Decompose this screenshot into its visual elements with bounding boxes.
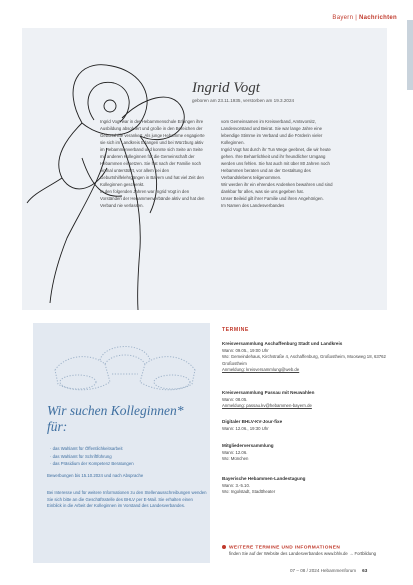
list-item: · das Wahlamt für Schriftführung — [50, 453, 205, 461]
job-ad-deadline: Bewerbungen bis 15.10.2024 und nach Absprache — [47, 473, 144, 478]
event-when: Wann: 3.-5.10. — [222, 482, 251, 488]
event-title: Bayerische Hebammen-Landestagung — [222, 476, 306, 481]
event-title: Digitaler BHLV-KV-Jour-fixe — [222, 419, 283, 424]
event-registration-link[interactable]: Anmeldung: passau.kv@hebammen-bayern.de — [222, 403, 312, 409]
paragraph: vom Gemeinsamen im Kreisverband, Amtsvorsitz, Landesvorstand und Beirat. Sie war lange Jahre eine lebendige Stimme im Verband und die Förderin vieler Kolleginnen. — [221, 119, 323, 145]
issue-label: 07 – 08 / 2024 Hebammenforum — [290, 568, 357, 573]
event-item — [222, 419, 392, 432]
job-ad-application-text: Bei Interesse und für weitere Informationen zu den Stellenausschreibungen wenden Sie sich bitte an die Geschäftsstelle des BHLV per E-Mail. Sie erhalten einen Einblick in die Arbeit der Kolleginnen im Vorstand des Landesverbandes. — [47, 490, 207, 508]
event-where: Wo: Ingolstadt, Stadttheater — [222, 489, 276, 495]
job-ad-list — [50, 445, 205, 468]
paragraph: Im Namen des Landesverbandes — [221, 203, 285, 208]
obituary-column-2 — [221, 118, 336, 209]
page-footer — [290, 568, 367, 573]
list-item: · das Wahlamt für Öffentlichkeitsarbeit — [50, 445, 205, 453]
event-item — [222, 476, 392, 496]
paragraph: In den folgenden Jahren war Ingrid Vogt in den Vorständen der Hebammenverbände aktiv und hat den Verband nie verlassen. — [100, 189, 205, 208]
page-number: 63 — [362, 568, 368, 573]
event-item — [222, 390, 392, 410]
event-title: Mitgliederversammlung — [222, 443, 274, 448]
paragraph: Unser Beileid gilt ihrer Familie und ihren Angehörigen. — [221, 196, 324, 201]
event-where: Wo: Gemeindehaus, Kirchstraße 4, Aschaffenburg, Großostheim, Moosweg 18, 63762 Großostheim — [222, 354, 386, 366]
events-heading: TERMINE — [222, 327, 249, 333]
section-label: Bayern — [332, 15, 354, 21]
event-when: Wann: 09.05., 19:00 Uhr — [222, 347, 269, 353]
event-when: Wann: 12.06. — [222, 449, 248, 455]
category-label: Nachrichten — [359, 15, 397, 21]
event-item — [222, 341, 392, 374]
job-ad-heading: Wir suchen Kolleginnen* für: — [47, 403, 184, 434]
event-where: Wo: München — [222, 456, 249, 462]
bullet-dot-icon — [222, 545, 226, 549]
event-registration-link[interactable]: Anmeldung: kreisversammlung@web.de — [222, 367, 300, 373]
obituary-title: Ingrid Vogt — [192, 80, 260, 96]
more-events-label: WEITERE TERMINE UND INFORMATIONEN — [229, 545, 341, 551]
binoculars-icon — [50, 330, 200, 405]
paragraph: Ingrid Vogt hat durch ihr Tun Wege geebnet, die wir heute gehen. Ihre Beharrlichkeit und ihr freundlicher Umgang werden uns fehlen. Sie hat auch mit über 80 Jahren noch Hebammen beraten und an der Gestaltung des Verbandslebens teilgenommen. — [221, 147, 331, 180]
event-when: Wann: 08.05. — [222, 396, 248, 402]
side-tab — [407, 20, 413, 90]
more-events-text: finden Sie auf der Website des Landesverbandes www.bhlv.de → Fortbildung — [229, 551, 376, 556]
event-when: Wann: 12.06., 19:30 Uhr — [222, 425, 269, 431]
event-item — [222, 443, 392, 463]
list-item: · das Präsidium der Kompetenz Beratungen — [50, 460, 205, 468]
obituary-subtitle: geboren am 23.11.1935, verstorben am 19.3.2024 — [192, 98, 295, 103]
obituary-column-1 — [100, 118, 207, 209]
event-title: Kreisversammlung Passau mit Neuwahlen — [222, 390, 315, 395]
paragraph: Wir werden ihr ein ehrendes Andenken bewahren und sind dankbar für alles, was sie uns gegeben hat. — [221, 182, 333, 194]
paragraph: Ingrid Vogt war in der Hebammenschule Erlangen ihre Ausbildung absolviert und große in den Bereichen der Geburtshilfe verankert. Als junge Hebamme engagierte sie sich im Landkreis Erlangen und bei Würzburg aktiv im Hebammenverband und konnte sich Seite an Seite mit anderen Kolleginnen für die Gemeinschaft der Hebammen einsetzen. Sie hat nach der Familie noch einmal unterstützt, vor allem bei den Geburtshilfelehrgängen in Bayern und hat viel Zeit den Kolleginnen geschenkt. — [100, 119, 205, 187]
section-marker: Bayern | Nachrichten — [332, 15, 397, 21]
event-title: Kreisversammlung Aschaffenburg Stadt und Landkreis — [222, 341, 343, 346]
more-events-heading — [222, 545, 340, 550]
